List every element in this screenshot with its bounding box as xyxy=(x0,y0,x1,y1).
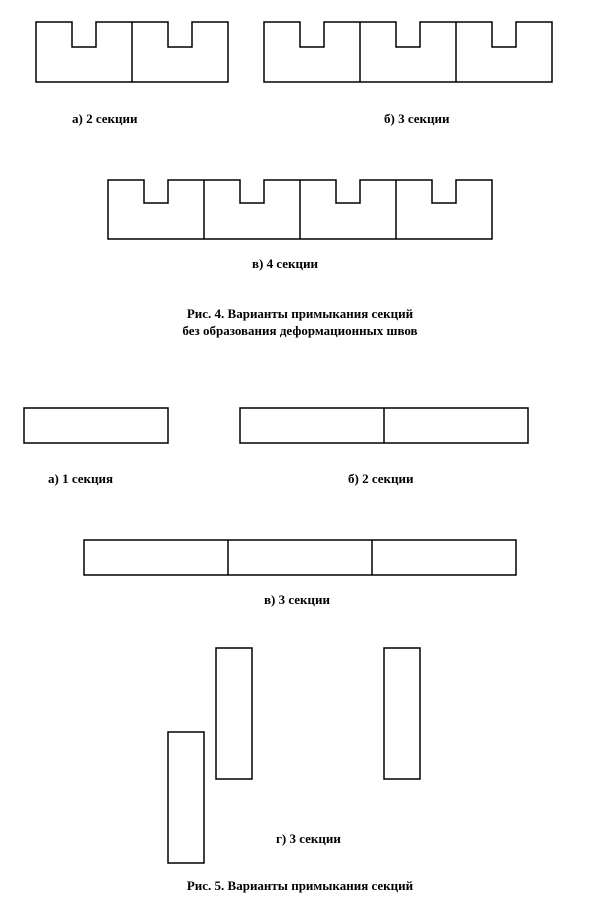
fig5-variant-c-label: в) 3 секции xyxy=(264,592,331,607)
fig4-caption-line-1: Рис. 4. Варианты примыкания секций xyxy=(186,306,414,321)
fig4-variant-a-label: а) 2 секции xyxy=(72,111,138,126)
fig5-variant-c-sections xyxy=(84,540,516,575)
fig5-variant-b-label: б) 2 секции xyxy=(348,471,414,486)
fig4-variant-b-sections xyxy=(264,22,552,82)
fig4-variant-a-sections xyxy=(36,22,228,82)
fig4-caption-line-2: без образования деформационных швов xyxy=(182,323,418,338)
fig5-a-section xyxy=(24,408,168,443)
fig5-variant-b-sections xyxy=(240,408,528,443)
fig4-variant-c-sections xyxy=(108,180,492,239)
fig5-d-section-2 xyxy=(216,648,252,779)
fig5-c-outline xyxy=(84,540,516,575)
fig5-variant-d-label: г) 3 секции xyxy=(276,831,341,846)
fig4-variant-c-label: в) 4 секции xyxy=(252,256,319,271)
fig4-variant-b-label: б) 3 секции xyxy=(384,111,450,126)
fig4-caption xyxy=(100,305,500,339)
fig5-caption: Рис. 5. Варианты примыкания секций xyxy=(186,878,414,893)
fig5-variant-a-label: а) 1 секция xyxy=(48,471,114,486)
fig5-d-section-1 xyxy=(168,732,204,863)
fig5-d-section-3 xyxy=(384,648,420,779)
fig4-b-outline xyxy=(264,22,552,82)
